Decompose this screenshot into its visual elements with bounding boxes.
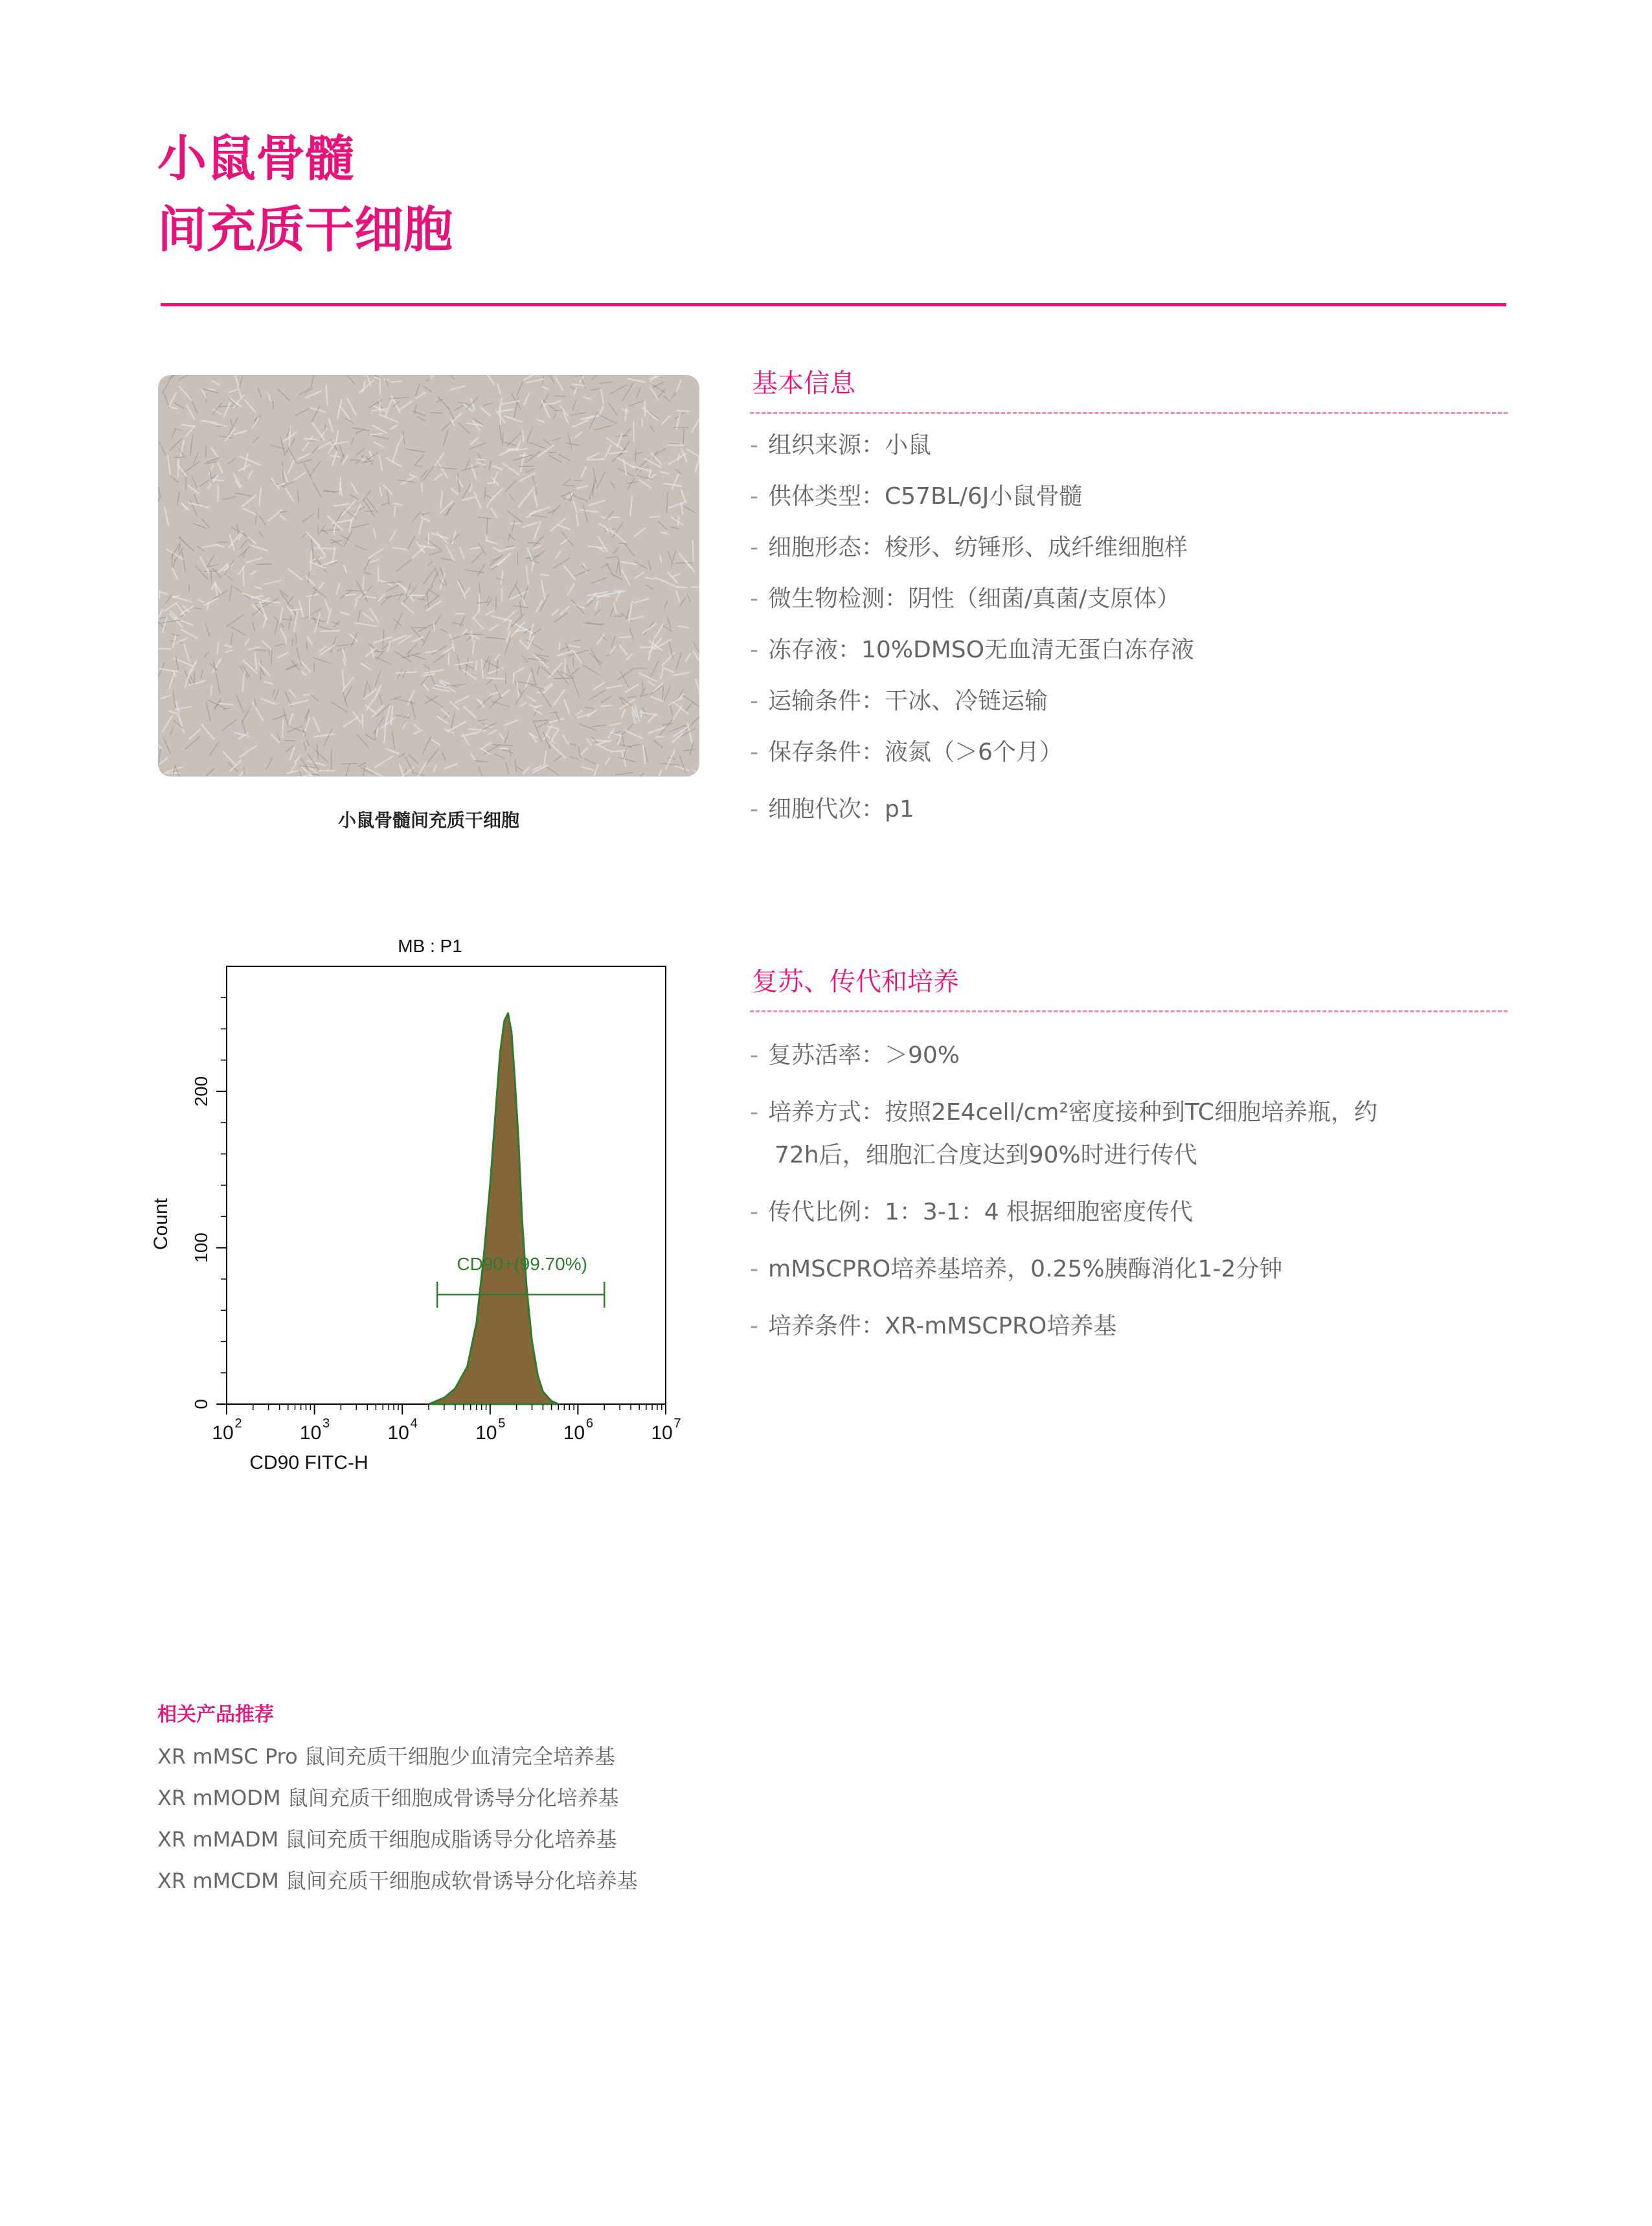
x-tick-label: 10 xyxy=(387,1422,409,1444)
gate-label: CD90+(99.70%) xyxy=(457,1254,587,1274)
x-tick-exponent: 5 xyxy=(498,1416,506,1431)
x-tick-exponent: 4 xyxy=(410,1416,418,1431)
plot-frame xyxy=(227,966,666,1404)
histogram-svg xyxy=(144,933,714,1503)
photo-caption: 小鼠骨髓间充质干细胞 xyxy=(337,810,519,831)
list-item: - 组织来源：小鼠 xyxy=(750,432,932,459)
list-item: - 保存条件：液氮（＞6个月） xyxy=(750,739,1063,766)
y-tick-label: 200 xyxy=(191,1076,211,1107)
chart-title: MB : P1 xyxy=(398,936,462,956)
x-tick-label: 10 xyxy=(299,1422,322,1444)
list-item: - 运输条件：干冰、冷链运输 xyxy=(750,688,1048,714)
basic-info-divider xyxy=(750,412,1508,414)
culture-divider xyxy=(750,1010,1508,1012)
page-title xyxy=(157,123,453,266)
x-tick-label: 10 xyxy=(212,1422,234,1444)
related-products-heading: 相关产品推荐 xyxy=(157,1703,274,1726)
title-line-2: 间充质干细胞 xyxy=(157,201,453,258)
basic-info-list xyxy=(750,430,1194,825)
related-product-item[interactable]: XR mMADM 鼠间充质干细胞成脂诱导分化培养基 xyxy=(157,1827,617,1852)
title-divider xyxy=(161,303,1506,306)
basic-info-heading: 基本信息 xyxy=(752,369,855,398)
x-tick-exponent: 2 xyxy=(234,1416,242,1431)
related-product-item[interactable]: XR mMSC Pro 鼠间充质干细胞少血清完全培养基 xyxy=(157,1744,615,1769)
title-line-1: 小鼠骨髓 xyxy=(157,130,354,187)
flow-cytometry-histogram xyxy=(144,933,714,1503)
y-axis-label: Count xyxy=(150,1198,172,1251)
list-item: - 供体类型：C57BL/6J小鼠骨髓 xyxy=(750,483,1083,510)
list-item: - 细胞代次：p1 xyxy=(750,796,914,823)
x-tick-label: 10 xyxy=(563,1422,585,1444)
related-product-item[interactable]: XR mMODM 鼠间充质干细胞成骨诱导分化培养基 xyxy=(157,1786,619,1810)
x-tick-label: 10 xyxy=(475,1422,497,1444)
list-item: - mMSCPRO培养基培养，0.25%胰酶消化1-2分钟 xyxy=(750,1256,1283,1282)
related-products-list xyxy=(157,1736,638,1902)
list-item: - 传代比例：1：3-1：4 根据细胞密度传代 xyxy=(750,1199,1194,1225)
x-tick-exponent: 7 xyxy=(673,1416,681,1431)
list-item: - 细胞形态：梭形、纺锤形、成纤维细胞样 xyxy=(750,534,1188,561)
list-item: - 微生物检测：阴性（细菌/真菌/支原体） xyxy=(750,585,1181,612)
list-item: - 培养方式：按照2E4cell/cm²密度接种到TC细胞培养瓶，约 xyxy=(750,1099,1377,1126)
list-item-continuation: 72h后，细胞汇合度达到90%时进行传代 xyxy=(775,1142,1197,1168)
list-item: - 复苏活率：＞90% xyxy=(750,1042,960,1069)
x-tick-exponent: 3 xyxy=(322,1416,330,1431)
cell-micrograph xyxy=(158,375,699,777)
micrograph-texture xyxy=(158,375,699,777)
related-product-item[interactable]: XR mMCDM 鼠间充质干细胞成软骨诱导分化培养基 xyxy=(157,1868,638,1893)
x-axis-label: CD90 FITC-H xyxy=(249,1452,368,1473)
cell-streaks xyxy=(158,375,699,777)
y-tick-label: 0 xyxy=(191,1399,211,1409)
x-tick-exponent: 6 xyxy=(585,1416,593,1431)
y-tick-label: 100 xyxy=(191,1232,211,1263)
culture-heading: 复苏、传代和培养 xyxy=(752,967,959,997)
list-item: - 培养条件：XR-mMSCPRO培养基 xyxy=(750,1313,1117,1339)
x-tick-label: 10 xyxy=(651,1422,673,1444)
culture-list xyxy=(750,1040,1377,1342)
list-item: - 冻存液：10%DMSO无血清无蛋白冻存液 xyxy=(750,637,1194,663)
